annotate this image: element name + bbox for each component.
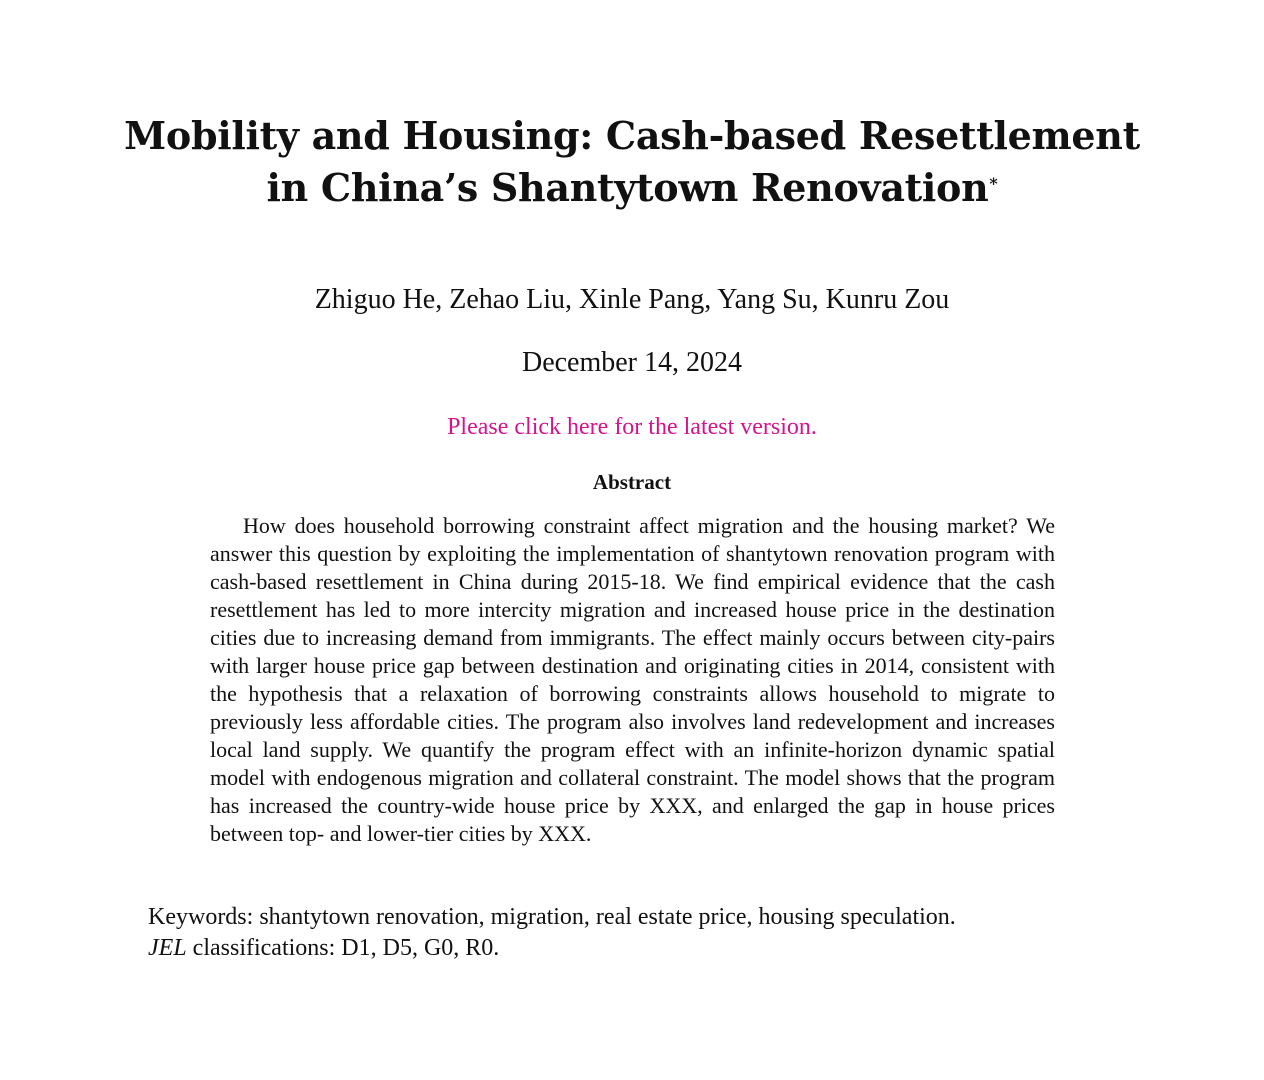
title-footnote-mark[interactable]: * — [989, 174, 998, 193]
keywords-line: Keywords: shantytown renovation, migration, real estate price, housing speculation. — [148, 904, 956, 930]
latest-version-link[interactable]: Please click here for the latest version. — [447, 414, 817, 440]
abstract-heading: Abstract — [592, 470, 672, 494]
author-list: Zhiguo He, Zehao Liu, Xinle Pang, Yang Su, Kunru Zou — [314, 284, 950, 315]
paper-date: December 14, 2024 — [521, 347, 743, 378]
jel-classifications — [148, 933, 1148, 964]
abstract-body: How does household borrowing constraint affect migration and the housing market? We answer this question by exploiting the implementation of shantytown renovation program with cash-based resettlement in China during 2015-18. We find empirical evidence that the cash resettlement has led to more intercity migration and increased house price in the destination cities due to increasing demand from immigrants. The effect mainly occurs between city-pairs with larger house price gap between destination and originating cities in 2014, consistent with the hypothesis that a relaxation of borrowing constraints allows household to migrate to previously less affordable cities. The program also involves land redevelopment and increases local land supply. We quantify the program effect with an infinite-horizon dynamic spatial model with endogenous migration and collateral constraint. The model shows that the program has increased the country-wide house price by XXX, and enlarged the gap in house prices between top- and lower-tier cities by XXX. — [210, 513, 1055, 846]
title-line-2 — [0, 162, 1264, 214]
jel-codes: classifications: D1, D5, G0, R0. — [186, 935, 500, 961]
title-line-2-text: in China’s Shantytown Renovation — [266, 165, 989, 210]
latest-version-line — [0, 412, 1264, 442]
title-line-1: Mobility and Housing: Cash-based Resettlement — [124, 113, 1140, 158]
paper-title — [0, 110, 1264, 214]
jel-label: JEL — [148, 935, 187, 961]
